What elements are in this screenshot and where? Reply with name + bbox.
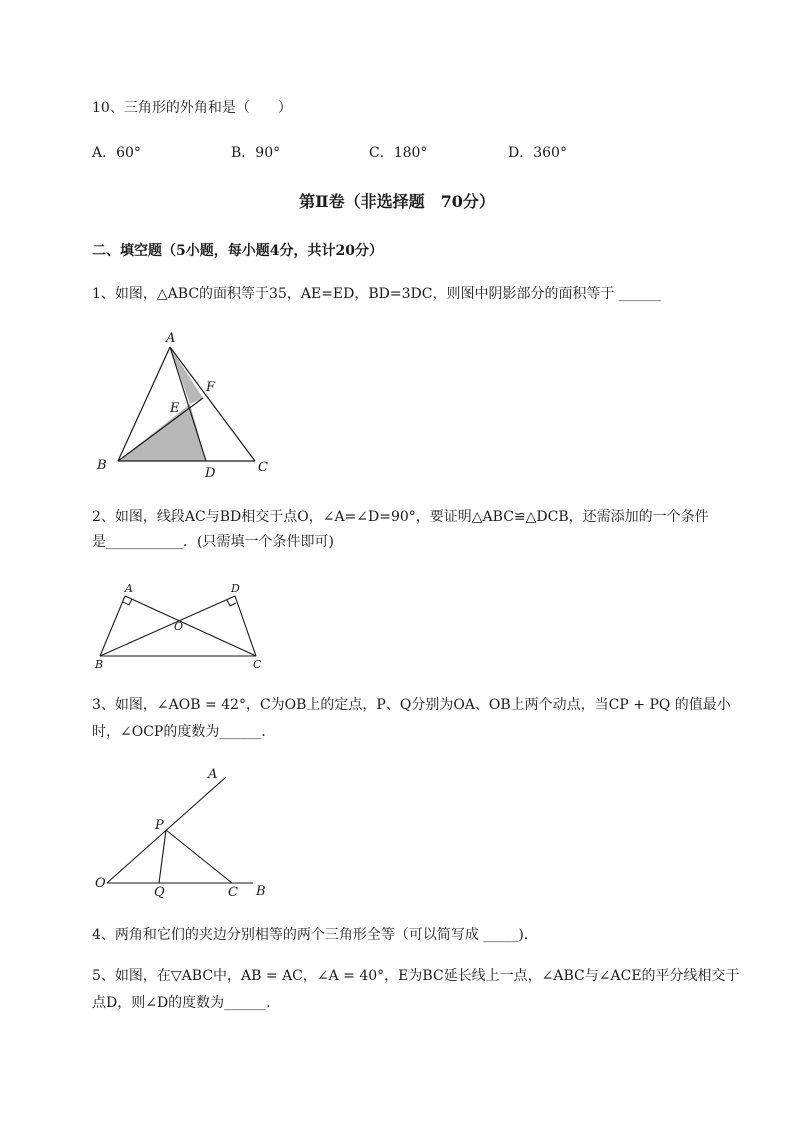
- q3-line2: 时，∠OCP的度数为______．: [92, 724, 276, 740]
- q2-figure: [90, 578, 280, 673]
- q2-label-o: O: [174, 620, 184, 633]
- q1-text: 1、如图，△ABC的面积等于35，AE=ED，BD=3DC，则图中阴影部分的面积等于 ______: [92, 286, 661, 302]
- q2-line2: 是___________．(只需填一个条件即可): [92, 534, 334, 550]
- q10-stem: 10、三角形的外角和是（ ）: [92, 100, 292, 116]
- q5-line1: 5、如图，在▽ABC中，AB = AC，∠A = 40°，E为BC延长线上一点，∠ABC与∠ACE的平分线相交于: [92, 968, 740, 984]
- q3-segment-pc: [166, 830, 232, 883]
- q3-segment-pq: [159, 830, 166, 883]
- q4-text: 4、两角和它们的夹边分别相等的两个三角形全等（可以简写成 _____)．: [92, 927, 538, 943]
- q1-shaded-region-afe: [170, 347, 203, 404]
- q3-figure: [90, 762, 280, 900]
- q2-right-angle-mark-a: [123, 599, 132, 605]
- q3-label-c: C: [228, 885, 238, 900]
- q10-option-a: A．60°: [92, 145, 141, 161]
- q2-label-b: B: [95, 658, 104, 671]
- q2-segment-dc: [235, 596, 256, 656]
- q10-option-c: C．180°: [369, 145, 428, 161]
- q2-label-d: D: [231, 582, 240, 595]
- q1-label-d: D: [205, 466, 216, 481]
- q2-segment-bd: [100, 596, 235, 656]
- q1-label-c: C: [258, 460, 268, 475]
- part-heading: 二、填空题（5小题，每小题4分，共计20分）: [92, 243, 383, 259]
- q3-label-o: O: [95, 876, 106, 891]
- q5-line2: 点D，则∠D的度数为______．: [92, 995, 281, 1011]
- q1-label-f: F: [206, 380, 216, 395]
- section-title: 第Ⅱ卷（非选择题 70分）: [299, 192, 495, 211]
- q1-label-b: B: [97, 458, 107, 473]
- q3-line1: 3、如图，∠AOB = 42°，C为OB上的定点，P、Q分别为OA、OB上两个动点，当CP + PQ 的值最小: [92, 697, 731, 713]
- q1-label-a: A: [166, 331, 176, 346]
- q1-figure: [90, 330, 290, 480]
- q1-label-e: E: [170, 401, 180, 416]
- q3-label-p: P: [155, 818, 164, 833]
- q10-option-d: D．360°: [508, 145, 567, 161]
- q3-label-b: B: [256, 884, 266, 899]
- q3-label-q: Q: [154, 885, 165, 900]
- q2-label-a: A: [125, 582, 133, 595]
- q2-label-c: C: [253, 658, 262, 671]
- q2-right-angle-mark-d: [227, 600, 236, 606]
- q2-segment-ac: [125, 596, 256, 656]
- q2-line1: 2、如图，线段AC与BD相交于点O，∠A=∠D=90°，要证明△ABC≌△DCB，还需添加的一个条件: [92, 509, 709, 525]
- q10-option-b: B．90°: [231, 145, 281, 161]
- q3-label-a: A: [208, 767, 218, 782]
